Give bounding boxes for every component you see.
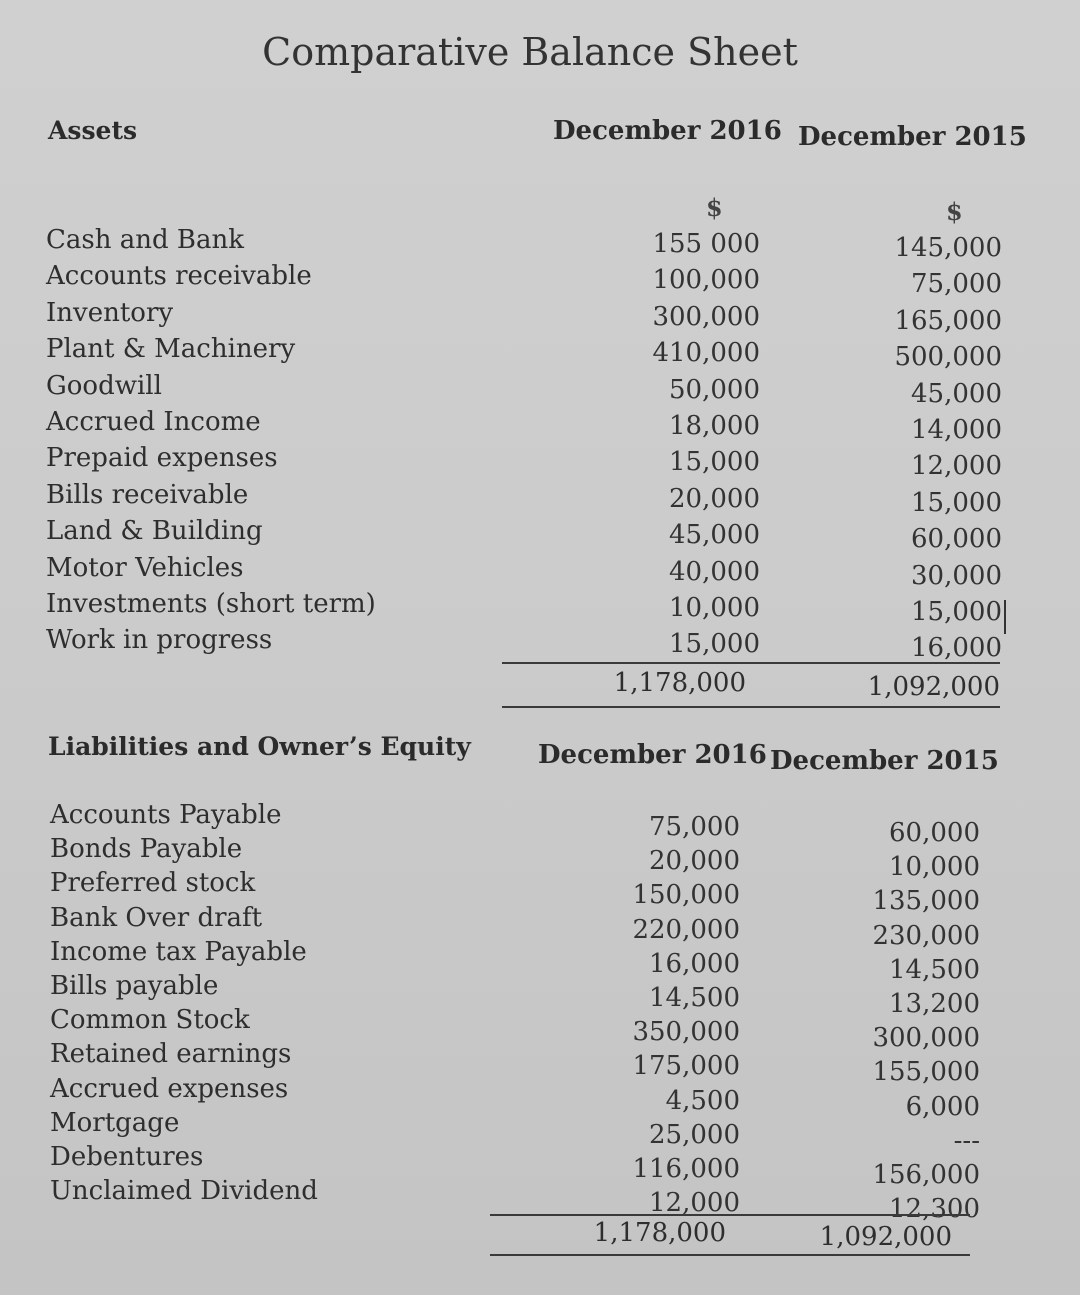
assets-col-2015: December 2015 [798, 122, 1027, 152]
asset-value-2016: 20,000 [669, 483, 760, 514]
asset-label: Accrued Income [46, 406, 261, 437]
liabilities-col-2016: December 2016 [538, 740, 767, 770]
liability-value-2016: 220,000 [632, 914, 740, 945]
assets-values-2016 [652, 226, 760, 663]
asset-value-2015: 500,000 [894, 342, 1002, 373]
liability-label: Debentures [50, 1141, 204, 1172]
liability-value-2015: --- [953, 1125, 980, 1156]
liability-value-2015: 6,000 [905, 1091, 980, 1122]
liability-value-2015: 13,200 [889, 988, 980, 1019]
liability-value-2016: 350,000 [632, 1017, 740, 1048]
asset-value-2015: 15,000 [911, 487, 1002, 518]
asset-label: Inventory [46, 297, 174, 328]
asset-label: Goodwill [46, 370, 162, 401]
liability-value-2016: 16,000 [649, 948, 740, 979]
page-title: Comparative Balance Sheet [262, 30, 798, 74]
assets-labels [46, 222, 376, 659]
asset-value-2016: 155 000 [652, 229, 760, 259]
liability-value-2016: 14,500 [649, 982, 740, 1013]
asset-value-2016: 10,000 [669, 592, 760, 623]
liabilities-values-2016 [632, 810, 740, 1220]
liability-value-2015: 156,000 [872, 1159, 980, 1190]
liability-value-2016: 175,000 [632, 1051, 740, 1082]
asset-label: Work in progress [46, 625, 273, 656]
liability-label: Mortgage [50, 1107, 180, 1138]
currency-2015: $ [946, 197, 963, 226]
liability-value-2015: 10,000 [889, 852, 980, 883]
liability-label: Preferred stock [50, 868, 256, 899]
liability-value-2015: 60,000 [889, 818, 980, 848]
liability-value-2015: 155,000 [872, 1057, 980, 1088]
cursor-bar [1004, 600, 1006, 634]
asset-value-2016: 45,000 [669, 520, 760, 551]
asset-value-2016: 15,000 [669, 447, 760, 478]
asset-value-2016: 18,000 [669, 410, 760, 441]
asset-value-2015: 145,000 [894, 233, 1002, 263]
liability-label: Unclaimed Dividend [50, 1176, 318, 1207]
liability-label: Retained earnings [50, 1039, 292, 1070]
asset-label: Accounts receivable [46, 261, 312, 292]
asset-label: Cash and Bank [46, 225, 245, 255]
assets-subtotal-rule [502, 662, 1000, 664]
liabilities-total-2016: 1,178,000 [593, 1218, 726, 1248]
asset-value-2015: 75,000 [911, 269, 1002, 300]
liability-value-2016: 75,000 [649, 812, 740, 842]
assets-col-2016: December 2016 [553, 116, 782, 146]
liabilities-subtotal-rule [490, 1214, 970, 1216]
assets-total-2015: 1,092,000 [867, 672, 1000, 702]
liabilities-total-rule [490, 1254, 970, 1256]
liability-value-2016: 25,000 [649, 1119, 740, 1150]
liability-value-2015: 300,000 [872, 1023, 980, 1054]
liability-label: Common Stock [50, 1005, 250, 1036]
liability-value-2015: 230,000 [872, 920, 980, 951]
asset-value-2016: 410,000 [652, 338, 760, 369]
liability-label: Income tax Payable [50, 936, 307, 967]
liabilities-labels [50, 798, 318, 1208]
liability-label: Bills payable [50, 970, 219, 1001]
asset-label: Prepaid expenses [46, 443, 278, 474]
asset-value-2015: 16,000 [911, 633, 1002, 664]
liability-value-2016: 20,000 [649, 846, 740, 877]
liabilities-total-2015: 1,092,000 [819, 1222, 952, 1252]
liability-label: Accounts Payable [50, 800, 282, 830]
asset-value-2016: 40,000 [669, 556, 760, 587]
liabilities-heading: Liabilities and Owner’s Equity [48, 732, 471, 761]
asset-value-2015: 12,000 [911, 451, 1002, 482]
asset-label: Investments (short term) [46, 588, 376, 619]
asset-value-2016: 100,000 [652, 265, 760, 296]
asset-value-2016: 300,000 [652, 301, 760, 332]
liability-value-2015: 135,000 [872, 886, 980, 917]
assets-total-2016: 1,178,000 [613, 668, 746, 698]
liability-value-2016: 116,000 [632, 1153, 740, 1184]
liability-value-2016: 4,500 [665, 1085, 740, 1116]
liability-label: Accrued expenses [50, 1073, 289, 1104]
currency-2016: $ [706, 193, 723, 222]
asset-value-2015: 45,000 [911, 378, 1002, 409]
liability-value-2016: 12,000 [649, 1188, 740, 1219]
liability-label: Bonds Payable [50, 834, 243, 865]
asset-label: Bills receivable [46, 479, 249, 510]
liability-value-2015: 14,500 [889, 954, 980, 985]
asset-label: Motor Vehicles [46, 552, 244, 583]
asset-value-2015: 60,000 [911, 524, 1002, 555]
assets-total-rule [502, 706, 1000, 708]
asset-value-2015: 165,000 [894, 305, 1002, 336]
asset-value-2016: 50,000 [669, 374, 760, 405]
liabilities-col-2015: December 2015 [770, 746, 999, 776]
asset-value-2015: 14,000 [911, 414, 1002, 445]
asset-label: Land & Building [46, 516, 263, 547]
liability-label: Bank Over draft [50, 902, 263, 933]
assets-heading: Assets [48, 116, 138, 145]
liability-value-2016: 150,000 [632, 880, 740, 911]
liabilities-values-2015 [872, 816, 980, 1226]
liability-value-2015: 12,300 [889, 1194, 980, 1225]
asset-value-2015: 15,000 [911, 596, 1002, 627]
asset-value-2016: 15,000 [669, 629, 760, 660]
assets-values-2015 [894, 230, 1002, 667]
asset-label: Plant & Machinery [46, 334, 296, 365]
asset-value-2015: 30,000 [911, 560, 1002, 591]
